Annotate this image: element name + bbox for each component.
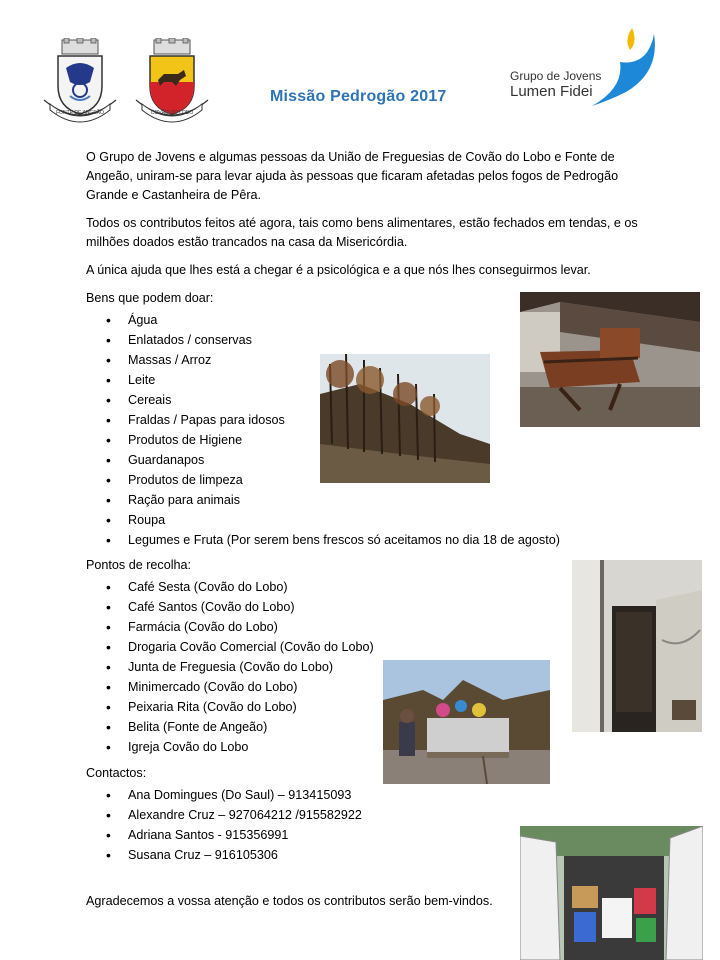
footer-thanks: Agradecemos a vossa atenção e todos os contributos serão bem-vindos. (86, 894, 493, 908)
logo-text (510, 68, 601, 100)
list-item: • Fraldas / Papas para idosos (104, 410, 560, 430)
crest-label: FONTE DE ANGEÃO (56, 110, 104, 116)
crest-fonte-de-angeao (40, 38, 120, 128)
list-item: • Roupa (104, 510, 560, 530)
list-item: • Produtos de limpeza (104, 470, 560, 490)
logo-line-2: Lumen Fidei (510, 83, 593, 100)
list-item: • Peixaria Rita (Covão do Lobo) (104, 697, 374, 717)
list-item: • Adriana Santos - 915356991 (104, 825, 362, 845)
list-item: • Belita (Fonte de Angeão) (104, 717, 374, 737)
list-item: • Legumes e Fruta (Por serem bens frescos só aceitamos no dia 18 de agosto) (104, 530, 560, 550)
list-item: • Ração para animais (104, 490, 560, 510)
list-item: • Café Santos (Covão do Lobo) (104, 597, 374, 617)
collection-label: Pontos de recolha: (86, 558, 192, 572)
intro-paragraph: O Grupo de Jovens e algumas pessoas da União de Freguesias de Covão do Lobo e Fonte de Angeão, uniram-se para levar ajuda às pessoas que ficaram afetadas pelos fogos de Pedrogão Grande e Castanheira de Pêra. (86, 150, 619, 202)
list-item: • Enlatados / conservas (104, 330, 560, 350)
photo-burned-doorway (572, 560, 702, 732)
collection-list (104, 577, 374, 757)
status-paragraph: Todos os contributos feitos até agora, tais como bens alimentares, estão fechados em tendas, e os milhões doados estão trancados na casa da Misericórdia. (86, 216, 638, 249)
list-item: • Guardanapos (104, 450, 560, 470)
list-item: • Cereais (104, 390, 560, 410)
list-item: • Farmácia (Covão do Lobo) (104, 617, 374, 637)
page-title: Missão Pedrogão 2017 (270, 88, 447, 105)
help-paragraph: A única ajuda que lhes está a chegar é a psicológica e a que nós lhes conseguirmos levar. (86, 263, 591, 277)
contacts-label: Contactos: (86, 766, 147, 780)
logo-line-1: Grupo de Jovens (510, 69, 602, 83)
photo-donations-table (383, 660, 550, 784)
crest-covao-do-lobo (132, 38, 212, 128)
photo-burned-vehicle (520, 292, 700, 427)
list-item: • Susana Cruz – 916105306 (104, 845, 362, 865)
photo-van-donations (520, 826, 703, 960)
contacts-list (104, 785, 362, 865)
list-item: • Leite (104, 370, 560, 390)
list-item: • Minimercado (Covão do Lobo) (104, 677, 374, 697)
list-item: • Drogaria Covão Comercial (Covão do Lobo) (104, 637, 374, 657)
donations-label: Bens que podem doar: (86, 291, 214, 305)
list-item: • Café Sesta (Covão do Lobo) (104, 577, 374, 597)
list-item: • Produtos de Higiene (104, 430, 560, 450)
list-item: • Massas / Arroz (104, 350, 560, 370)
photo-burned-forest (320, 354, 490, 483)
crest-label: COVÃO DO LOBO (150, 110, 194, 116)
list-item: • Igreja Covão do Lobo (104, 737, 374, 757)
list-item: • Água (104, 310, 560, 330)
list-item: • Junta de Freguesia (Covão do Lobo) (104, 657, 374, 677)
list-item: • Ana Domingues (Do Saul) – 913415093 (104, 785, 362, 805)
list-item: • Alexandre Cruz – 927064212 /915582922 (104, 805, 362, 825)
